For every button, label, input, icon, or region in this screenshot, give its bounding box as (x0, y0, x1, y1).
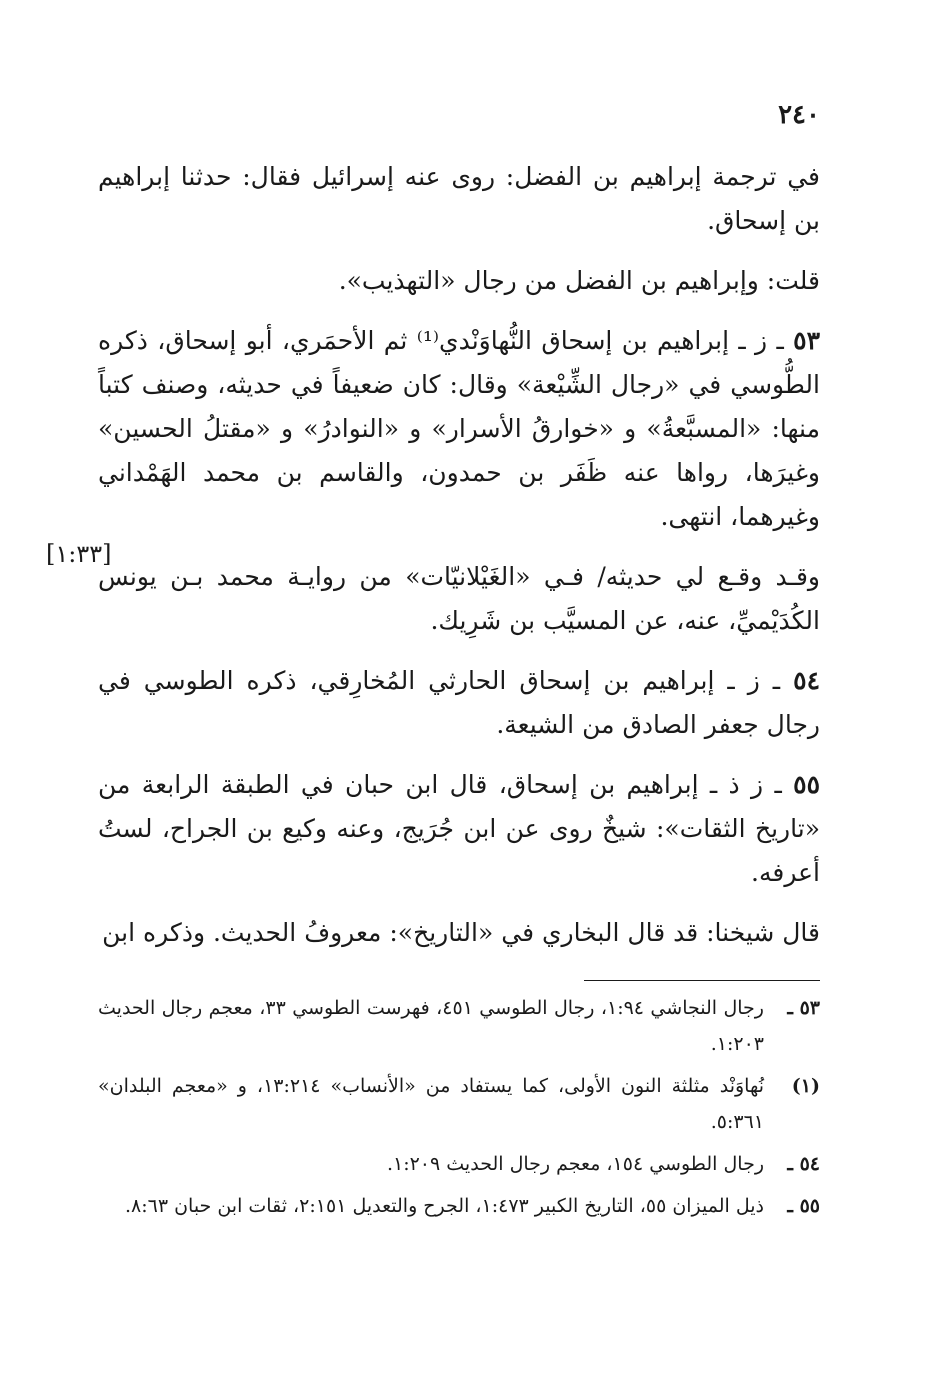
footnote (98, 1188, 820, 1224)
footnote (98, 1146, 820, 1182)
footnote-number: (١) (791, 1075, 820, 1097)
paragraph-7: قال شيخنا: قد قال البخاري في «التاريخ»: معروفُ الحديث. وذكره ابن (102, 918, 820, 947)
entry-53 (98, 319, 820, 539)
page-number: ٢٤٠ (778, 100, 820, 130)
entry-number: ٥٥ (793, 770, 820, 799)
paragraph-1: في ترجمة إبراهيم بن الفضل: روى عنه إسرائيل فقال: حدثنا إبراهيم بن إسحاق. (98, 162, 820, 235)
entry-number: ٥٤ (793, 666, 820, 695)
footnote-number: ٥٥ ـ (787, 1195, 820, 1217)
paragraph-4: وقـد وقـع لي حديثه/ فـي «الغَيْلانيّات» من روايـة محمد بـن يونس الكُدَيْميِّ، عنه، عن المسيَّب بن شَرِيك. (98, 562, 820, 635)
entry-number: ٥٣ (793, 326, 820, 355)
entry-text: ـ ز ـ إبراهيم بن إسحاق الحارثي المُخارِقي، ذكره الطوسي في رجال جعفر الصادق من الشيعة. (98, 666, 820, 739)
main-text (98, 155, 820, 971)
footnote-text: نُهاوَنْد مثلثة النون الأولى، كما يستفاد من «الأنساب» ١٣:٢١٤، و «معجم البلدان» ٥:٣٦١. (98, 1075, 764, 1133)
footnote-number: ٥٣ ـ (787, 997, 820, 1019)
footnotes (98, 990, 820, 1230)
footnote (98, 990, 820, 1062)
paragraph-2: قلت: وإبراهيم بن الفضل من رجال «التهذيب». (338, 266, 820, 295)
margin-reference: [١:٣٣] (46, 540, 112, 568)
entry-54 (98, 659, 820, 747)
footnote-divider (584, 980, 820, 981)
footnote-text: رجال النجاشي ١:٩٤، رجال الطوسي ٤٥١، فهرست الطوسي ٣٣، معجم رجال الحديث ١:٢٠٣. (98, 997, 764, 1055)
footnote-text: رجال الطوسي ١٥٤، معجم رجال الحديث ١:٢٠٩. (386, 1153, 764, 1175)
entry-55 (98, 763, 820, 895)
footnote (98, 1068, 820, 1140)
entry-text: ـ ز ـ إبراهيم بن إسحاق النُّهاوَنْدي⁽¹⁾ ثم الأحمَري، أبو إسحاق، ذكره الطُّوسي في «رجال الشِّيْعة» وقال: كان ضعيفاً في حديثه، وصنف كتباً منها: «المسبَّعةُ» و «خوارقُ الأسرار» و «النوادرُ» و «مقتلُ الحسين» وغيرَها، رواها عنه ظَفَر بن حمدون، والقاسم بن محمد الهَمْداني وغيرهما، انتهى. (98, 326, 820, 531)
entry-text: ـ ز ذ ـ إبراهيم بن إسحاق، قال ابن حبان في الطبقة الرابعة من «تاريخ الثقات»: شيخٌ روى عن ابن جُرَيج، وعنه وكيع بن الجراح، لستُ أعرفه. (98, 770, 820, 887)
footnote-number: ٥٤ ـ (787, 1153, 820, 1175)
footnote-text: ذيل الميزان ٥٥، التاريخ الكبير ١:٤٧٣، الجرح والتعديل ٢:١٥١، ثقات ابن حبان ٨:٦٣. (124, 1195, 764, 1217)
